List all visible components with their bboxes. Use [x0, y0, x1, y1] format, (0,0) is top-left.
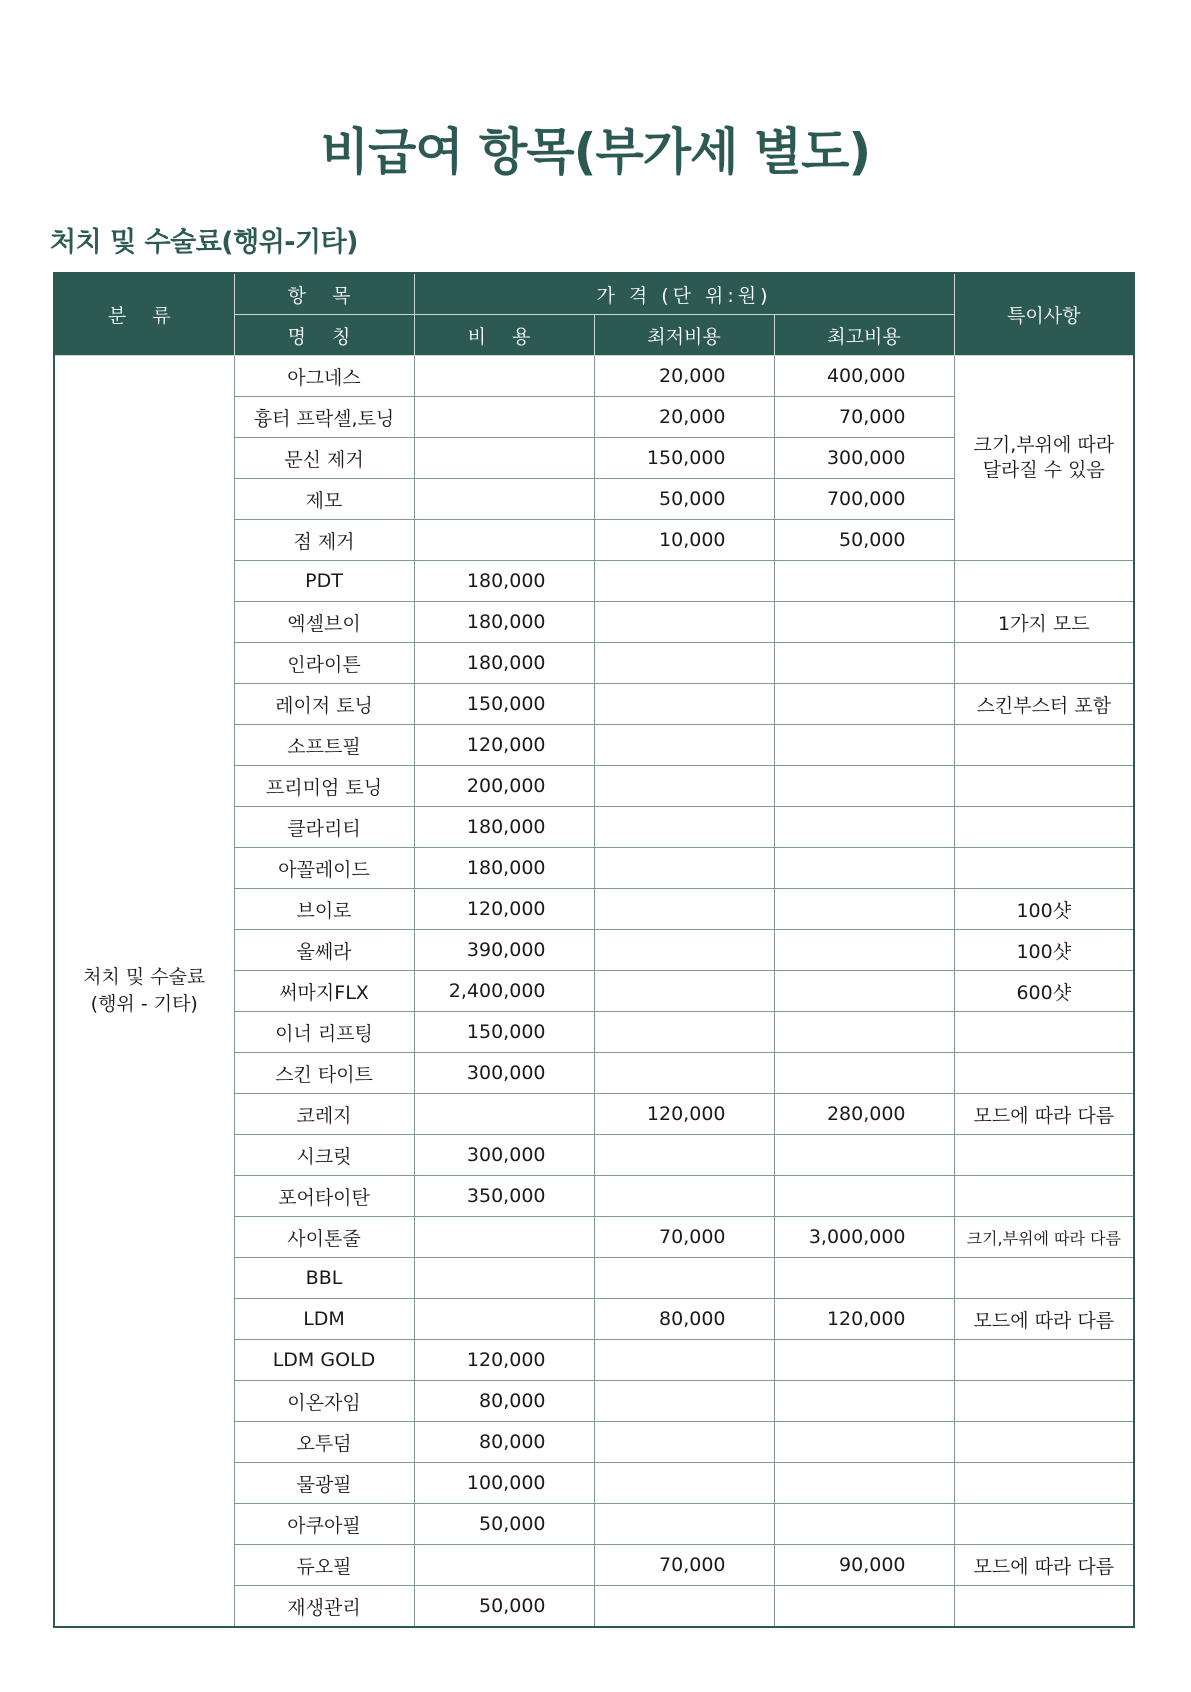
item-max-cost	[774, 602, 954, 643]
item-max-cost	[774, 1176, 954, 1217]
item-cost: 2,400,000	[414, 971, 594, 1012]
item-note: 크기,부위에 따라 다름	[954, 1217, 1134, 1258]
item-name: LDM GOLD	[234, 1340, 414, 1381]
item-min-cost	[594, 1463, 774, 1504]
category-cell	[54, 356, 234, 1628]
merged-note-line-2: 달라질 수 있음	[982, 459, 1105, 481]
item-min-cost: 20,000	[594, 356, 774, 397]
price-table	[53, 272, 1135, 1628]
item-max-cost	[774, 889, 954, 930]
item-min-cost	[594, 1504, 774, 1545]
item-cost: 300,000	[414, 1135, 594, 1176]
table-header	[54, 273, 1134, 356]
header-price: 가 격 (단 위:원)	[414, 273, 954, 315]
item-name: PDT	[234, 561, 414, 602]
category-line-1: 처치 및 수술료	[83, 966, 206, 988]
item-note	[954, 1340, 1134, 1381]
item-min-cost	[594, 889, 774, 930]
item-name: 클라리티	[234, 807, 414, 848]
item-cost	[414, 479, 594, 520]
item-cost: 80,000	[414, 1381, 594, 1422]
item-min-cost	[594, 1340, 774, 1381]
table-row	[54, 356, 1134, 397]
item-cost: 50,000	[414, 1586, 594, 1628]
item-max-cost	[774, 643, 954, 684]
item-name: 울쎄라	[234, 930, 414, 971]
item-max-cost	[774, 1422, 954, 1463]
item-name: 포어타이탄	[234, 1176, 414, 1217]
item-cost	[414, 1258, 594, 1299]
item-min-cost	[594, 1135, 774, 1176]
item-name: 점 제거	[234, 520, 414, 561]
item-cost	[414, 1217, 594, 1258]
item-cost: 150,000	[414, 1012, 594, 1053]
item-note	[954, 561, 1134, 602]
item-max-cost	[774, 807, 954, 848]
item-cost	[414, 438, 594, 479]
item-max-cost: 90,000	[774, 1545, 954, 1586]
item-cost: 180,000	[414, 561, 594, 602]
item-note: 600샷	[954, 971, 1134, 1012]
item-max-cost	[774, 766, 954, 807]
item-cost	[414, 1094, 594, 1135]
header-category: 분 류	[54, 273, 234, 356]
item-max-cost: 280,000	[774, 1094, 954, 1135]
item-min-cost: 80,000	[594, 1299, 774, 1340]
item-name: 이온자임	[234, 1381, 414, 1422]
item-note	[954, 766, 1134, 807]
item-cost: 180,000	[414, 848, 594, 889]
item-min-cost: 120,000	[594, 1094, 774, 1135]
item-cost	[414, 1299, 594, 1340]
header-note: 특이사항	[954, 273, 1134, 356]
item-name: 브이로	[234, 889, 414, 930]
item-note	[954, 1586, 1134, 1628]
item-note: 모드에 따라 다름	[954, 1094, 1134, 1135]
item-max-cost: 300,000	[774, 438, 954, 479]
item-name: 이너 리프팅	[234, 1012, 414, 1053]
item-min-cost	[594, 1586, 774, 1628]
item-name: 사이톤줄	[234, 1217, 414, 1258]
item-max-cost: 3,000,000	[774, 1217, 954, 1258]
item-cost: 200,000	[414, 766, 594, 807]
item-max-cost	[774, 1053, 954, 1094]
item-note: 모드에 따라 다름	[954, 1299, 1134, 1340]
item-max-cost: 70,000	[774, 397, 954, 438]
item-max-cost	[774, 684, 954, 725]
item-cost: 50,000	[414, 1504, 594, 1545]
item-max-cost: 700,000	[774, 479, 954, 520]
item-min-cost: 70,000	[594, 1545, 774, 1586]
item-note	[954, 1176, 1134, 1217]
item-cost	[414, 1545, 594, 1586]
item-name: 시크릿	[234, 1135, 414, 1176]
item-note: 스킨부스터 포함	[954, 684, 1134, 725]
item-name: LDM	[234, 1299, 414, 1340]
item-cost: 120,000	[414, 725, 594, 766]
item-name: 프리미엄 토닝	[234, 766, 414, 807]
item-name: 레이저 토닝	[234, 684, 414, 725]
item-min-cost	[594, 971, 774, 1012]
item-min-cost	[594, 684, 774, 725]
item-name: 소프트필	[234, 725, 414, 766]
item-min-cost	[594, 848, 774, 889]
item-name: 써마지FLX	[234, 971, 414, 1012]
item-min-cost: 150,000	[594, 438, 774, 479]
item-max-cost	[774, 1012, 954, 1053]
item-note	[954, 725, 1134, 766]
item-max-cost	[774, 1340, 954, 1381]
section-title: 처치 및 수술료(행위-기타)	[50, 227, 359, 258]
item-name: 듀오필	[234, 1545, 414, 1586]
header-cost: 비 용	[414, 315, 594, 356]
item-name: 스킨 타이트	[234, 1053, 414, 1094]
item-note	[954, 1504, 1134, 1545]
item-min-cost	[594, 807, 774, 848]
item-min-cost: 10,000	[594, 520, 774, 561]
item-cost: 80,000	[414, 1422, 594, 1463]
page-title: 비급여 항목(부가세 별도)	[320, 123, 871, 181]
item-max-cost	[774, 1586, 954, 1628]
item-name: 코레지	[234, 1094, 414, 1135]
item-cost: 120,000	[414, 1340, 594, 1381]
item-cost: 120,000	[414, 889, 594, 930]
item-note	[954, 1422, 1134, 1463]
item-note: 모드에 따라 다름	[954, 1545, 1134, 1586]
category-line-2: (행위 - 기타)	[90, 993, 198, 1015]
item-note	[954, 1381, 1134, 1422]
item-name: BBL	[234, 1258, 414, 1299]
item-name: 제모	[234, 479, 414, 520]
item-min-cost	[594, 602, 774, 643]
item-max-cost	[774, 1504, 954, 1545]
item-cost	[414, 356, 594, 397]
item-name: 흉터 프락셀,토닝	[234, 397, 414, 438]
item-cost: 180,000	[414, 643, 594, 684]
item-max-cost	[774, 971, 954, 1012]
item-cost: 350,000	[414, 1176, 594, 1217]
item-min-cost	[594, 725, 774, 766]
item-max-cost	[774, 930, 954, 971]
item-name: 아그네스	[234, 356, 414, 397]
item-cost: 150,000	[414, 684, 594, 725]
item-cost: 390,000	[414, 930, 594, 971]
item-note	[954, 1012, 1134, 1053]
item-max-cost	[774, 1463, 954, 1504]
item-note	[954, 807, 1134, 848]
item-name: 물광필	[234, 1463, 414, 1504]
header-item: 항 목	[234, 273, 414, 315]
item-cost	[414, 397, 594, 438]
item-min-cost: 50,000	[594, 479, 774, 520]
item-max-cost	[774, 725, 954, 766]
item-name: 아쿠아필	[234, 1504, 414, 1545]
item-max-cost	[774, 561, 954, 602]
item-note	[954, 643, 1134, 684]
item-note: 100샷	[954, 930, 1134, 971]
item-min-cost: 70,000	[594, 1217, 774, 1258]
item-name: 재생관리	[234, 1586, 414, 1628]
item-min-cost	[594, 1422, 774, 1463]
item-cost: 180,000	[414, 602, 594, 643]
item-max-cost	[774, 848, 954, 889]
item-min-cost: 20,000	[594, 397, 774, 438]
item-name: 엑셀브이	[234, 602, 414, 643]
item-note: 1가지 모드	[954, 602, 1134, 643]
item-note: 100샷	[954, 889, 1134, 930]
item-cost: 180,000	[414, 807, 594, 848]
item-max-cost	[774, 1135, 954, 1176]
item-note	[954, 1463, 1134, 1504]
item-name: 오투덤	[234, 1422, 414, 1463]
header-max-cost: 최고비용	[774, 315, 954, 356]
item-cost: 100,000	[414, 1463, 594, 1504]
merged-note-cell	[954, 356, 1134, 561]
item-name: 아꼴레이드	[234, 848, 414, 889]
item-name: 문신 제거	[234, 438, 414, 479]
header-min-cost: 최저비용	[594, 315, 774, 356]
item-min-cost	[594, 1176, 774, 1217]
item-max-cost: 400,000	[774, 356, 954, 397]
item-min-cost	[594, 1258, 774, 1299]
item-note	[954, 848, 1134, 889]
item-min-cost	[594, 766, 774, 807]
item-max-cost: 50,000	[774, 520, 954, 561]
item-note	[954, 1135, 1134, 1176]
merged-note-line-1: 크기,부위에 따라	[973, 434, 1115, 456]
item-max-cost: 120,000	[774, 1299, 954, 1340]
table-body	[54, 356, 1134, 1628]
item-min-cost	[594, 1012, 774, 1053]
item-name: 인라이튼	[234, 643, 414, 684]
item-note	[954, 1053, 1134, 1094]
item-cost	[414, 520, 594, 561]
item-min-cost	[594, 1381, 774, 1422]
item-min-cost	[594, 561, 774, 602]
item-min-cost	[594, 1053, 774, 1094]
item-max-cost	[774, 1258, 954, 1299]
item-cost: 300,000	[414, 1053, 594, 1094]
item-note	[954, 1258, 1134, 1299]
item-min-cost	[594, 643, 774, 684]
item-max-cost	[774, 1381, 954, 1422]
item-min-cost	[594, 930, 774, 971]
header-name: 명 칭	[234, 315, 414, 356]
